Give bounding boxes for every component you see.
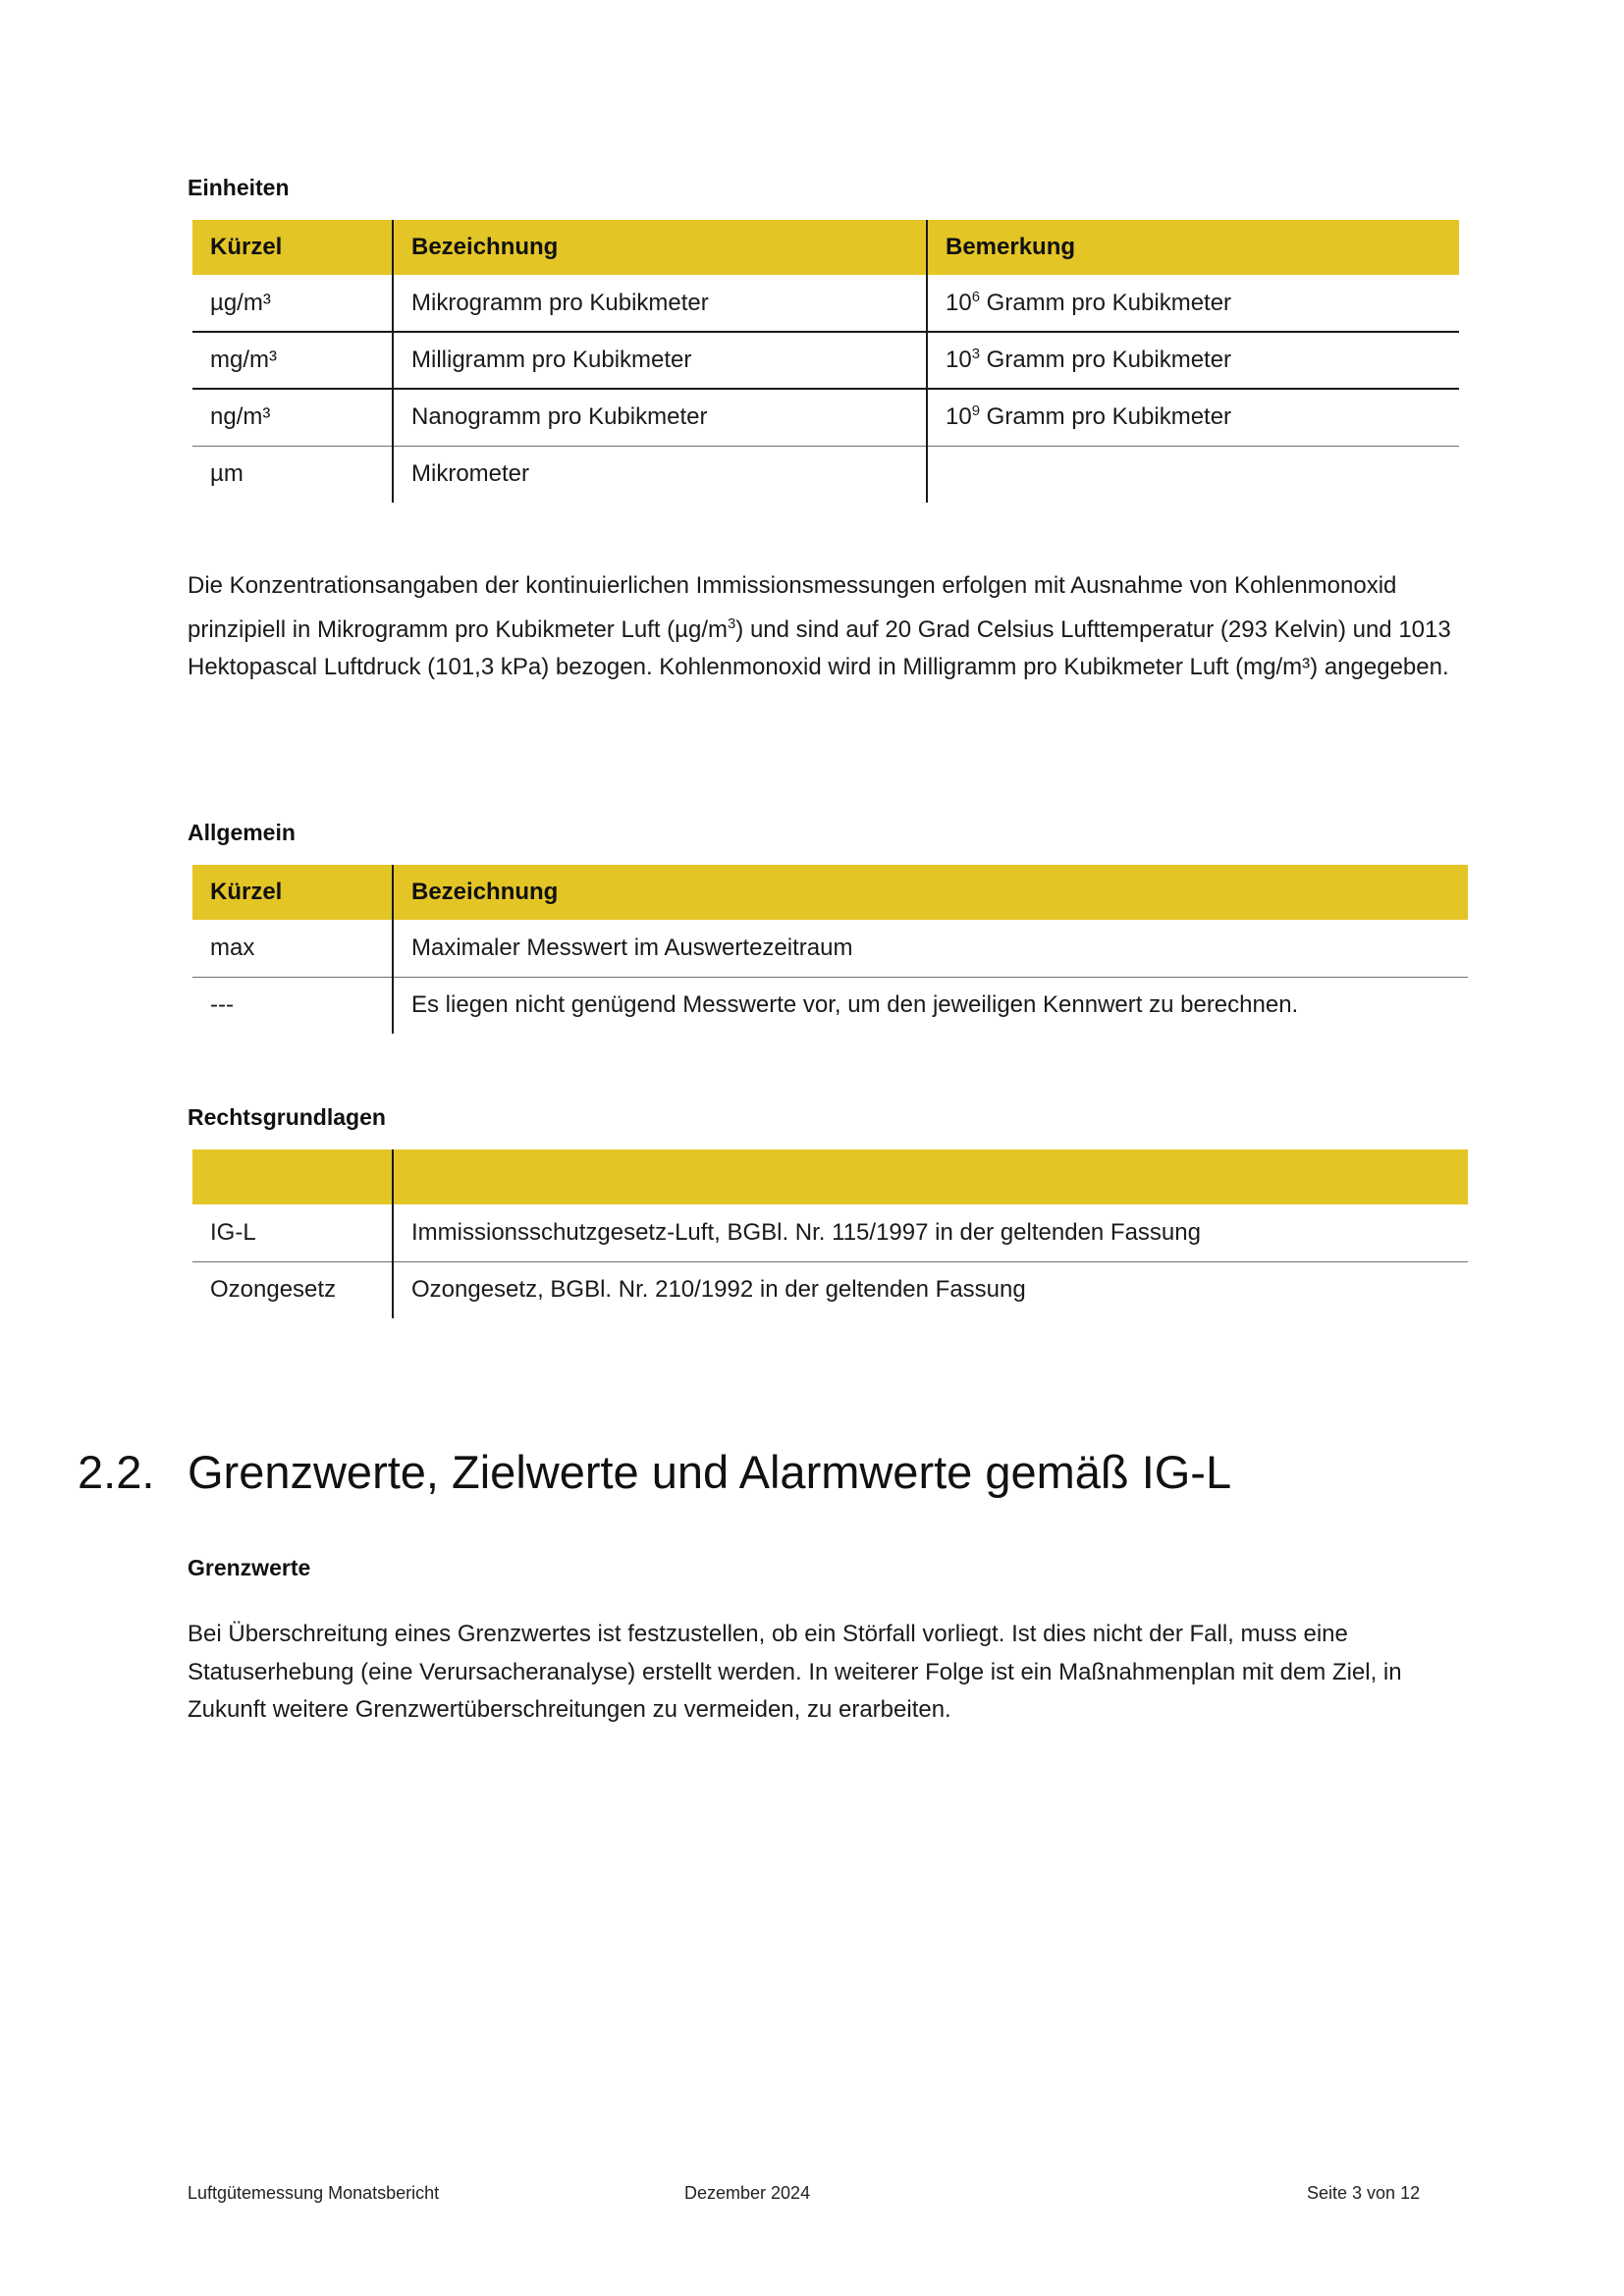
cell-remark: $10^3$ Gramm pro Kubikmeter [927,332,1459,389]
table-header-row [192,1149,1468,1204]
cell-abbreviation: µg/m³ [192,275,393,332]
cell-remark: $10^9$ Gramm pro Kubikmeter [927,389,1459,446]
general-table [192,865,1468,1034]
table-row [192,977,1468,1034]
units-heading: Einheiten [188,175,290,200]
legal-heading: Rechtsgrundlagen [188,1104,386,1130]
general-heading: Allgemein [188,820,296,845]
section-number: 2.2. [78,1446,155,1498]
section-title: Grenzwerte, Zielwerte und Alarmwerte gemäß IG-L [188,1446,1232,1498]
column-header-designation: Bezeichnung [393,865,1468,920]
footer-center: Dezember 2024 [684,2183,811,2203]
cell-designation: Maximaler Messwert im Auswertezeitraum [393,920,1468,977]
cell-remark [927,446,1459,503]
cell-abbreviation: IG-L [192,1204,393,1261]
column-header-designation: Bezeichnung [393,220,927,275]
cell-abbreviation: max [192,920,393,977]
cell-abbreviation: µm [210,460,244,488]
table-header-row [192,220,1459,275]
cell-abbreviation: mg/m³ [192,332,393,389]
cell-abbreviation: --- [210,991,234,1019]
column-header-empty [192,1149,393,1204]
table-row [192,332,1459,389]
cell-designation: Ozongesetz, BGBl. Nr. 210/1992 in der geltenden Fassung [393,1261,1468,1318]
table-row [192,920,1468,977]
cell-remark: $10^6$ Gramm pro Kubikmeter [927,275,1459,332]
table-row [192,1261,1468,1318]
column-header-empty [393,1149,1468,1204]
cell-abbreviation: ng/m³ [192,389,393,446]
concentration-paragraph: Die Konzentrationsangaben der kontinuierlichen Immissionsmessungen erfolgen mit Ausnahme von Kohlenmonoxid prinzipiell in Mikrogramm pro Kubikmeter Luft $(\mu g/m^3)$ und sind auf 20 Grad Celsius Lufttemperatur (293 Kelvin) und 1013 Hektopascal Luftdruck (101,3 kPa) bezogen. Kohlenmonoxid wird in Milligramm pro Kubikmeter Luft (mg/m³) angegeben. [188,572,1451,680]
cell-designation: Nanogramm pro Kubikmeter [393,389,927,446]
table-row [192,275,1459,332]
limit-values-heading: Grenzwerte [188,1555,311,1580]
table-header-row [192,865,1468,920]
limit-values-paragraph: Bei Überschreitung eines Grenzwertes ist festzustellen, ob ein Störfall vorliegt. Ist dies nicht der Fall, muss eine Statuserhebung (eine Verursacheranalyse) erstellt werden. In weiterer Folge ist ein Maßnahmenplan mit dem Ziel, in Zukunft weitere Grenzwertüberschreitungen zu vermeiden, zu erarbeiten. [188,1621,1402,1723]
footer-left: Luftgütemessung Monatsbericht [188,2183,440,2203]
footer-page-number: Seite 3 von 12 [1307,2183,1421,2203]
table-row [192,1204,1468,1261]
cell-abbreviation: Ozongesetz [210,1276,337,1304]
cell-designation: Milligramm pro Kubikmeter [393,332,927,389]
cell-designation: Mikrometer [393,446,927,503]
cell-designation: Es liegen nicht genügend Messwerte vor, um den jeweiligen Kennwert zu berechnen. [393,977,1468,1034]
column-header-abbreviation: Kürzel [192,220,393,275]
cell-designation: Mikrogramm pro Kubikmeter [393,275,927,332]
cell-designation: Immissionsschutzgesetz-Luft, BGBl. Nr. 115/1997 in der geltenden Fassung [393,1204,1468,1261]
column-header-abbreviation: Kürzel [192,865,393,920]
table-row [192,446,1459,503]
table-row [192,389,1459,446]
units-table [192,220,1459,503]
legal-table [192,1149,1468,1318]
column-header-remark: Bemerkung [927,220,1459,275]
